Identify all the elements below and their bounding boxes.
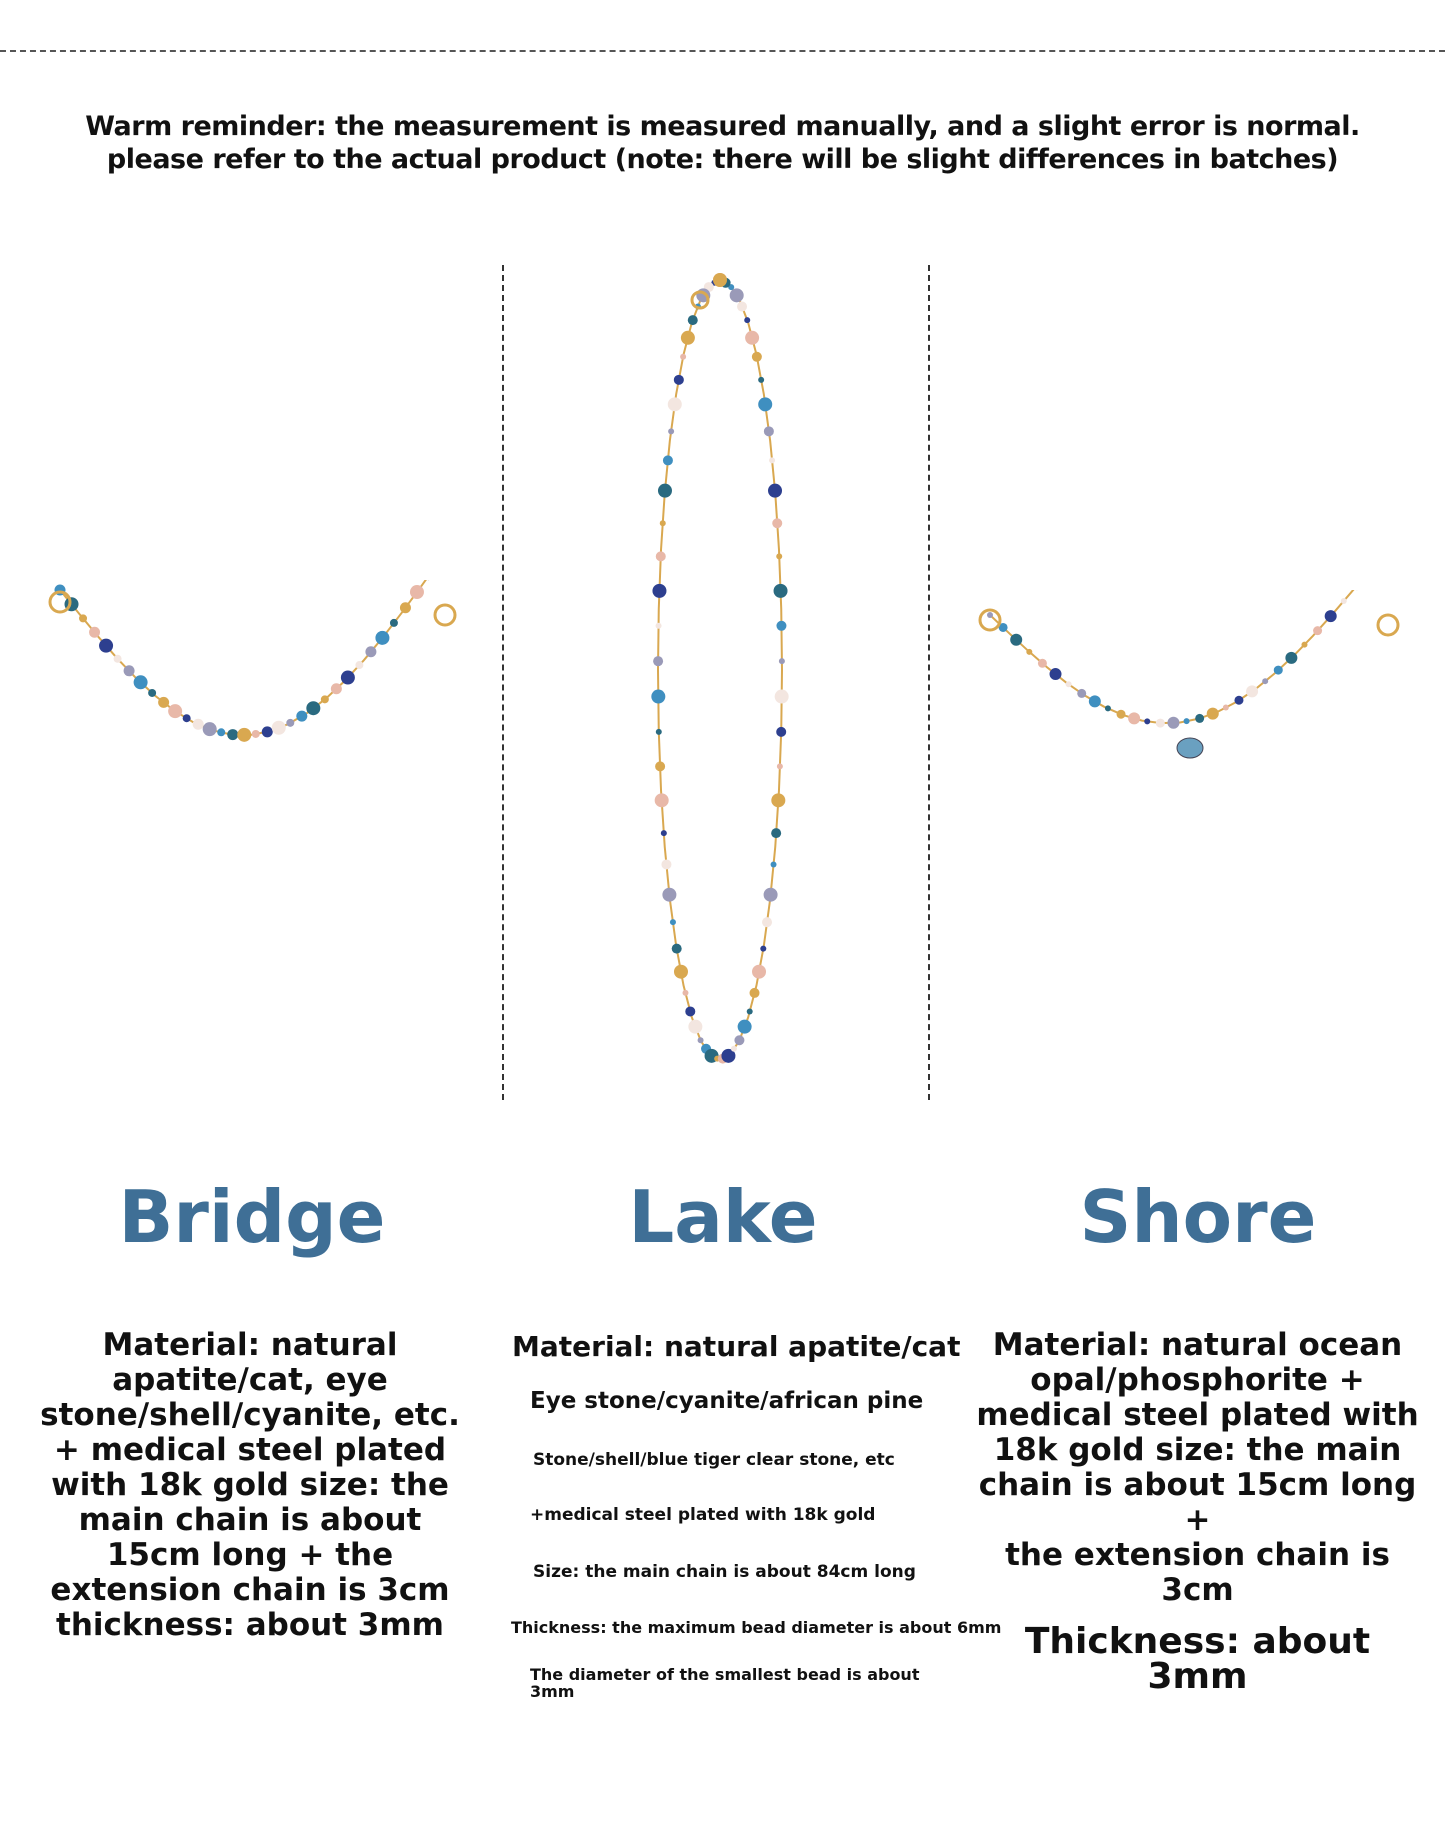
desc-line: with 18k gold size: the [51, 1467, 449, 1503]
bead [1195, 714, 1204, 723]
desc-line: medical steel plated with [976, 1397, 1419, 1433]
bead [653, 656, 663, 666]
bead [1077, 689, 1086, 698]
column-divider-left [502, 265, 504, 1100]
bead [124, 665, 135, 676]
bead [390, 619, 398, 627]
desc-line: stone/shell/cyanite, etc. [40, 1397, 460, 1433]
bead [670, 919, 676, 925]
clasp-ring-icon [435, 605, 455, 625]
bead [776, 553, 782, 559]
bead [774, 584, 788, 598]
bead [769, 457, 775, 463]
bead [674, 375, 684, 385]
desc-line: +medical steel plated with 18k gold [530, 1505, 876, 1525]
bead [688, 315, 698, 325]
bead [1341, 598, 1347, 604]
product-title-shore: Shore [1079, 1175, 1317, 1259]
chain [658, 280, 782, 1060]
column-divider-right [928, 265, 930, 1100]
shore-description [975, 1327, 1420, 1697]
bead [752, 965, 766, 979]
bead [747, 1008, 753, 1014]
bead [760, 946, 766, 952]
bead [681, 331, 695, 345]
bead [660, 520, 666, 526]
bead [252, 730, 260, 738]
desc-line: main chain is about [78, 1502, 422, 1538]
bead [1038, 659, 1047, 668]
bead [750, 988, 760, 998]
bead [652, 584, 666, 598]
shore-bracelet-image [975, 590, 1415, 780]
bead [752, 352, 762, 362]
desc-line: 3mm [530, 1682, 575, 1701]
bead [400, 602, 411, 613]
reminder-line-1: Warm reminder: the measurement is measured manually, and a slight error is normal. [85, 111, 1360, 142]
bead [663, 455, 673, 465]
bead [217, 728, 225, 736]
bead [758, 397, 772, 411]
bead [668, 397, 682, 411]
opal-pendant [1177, 738, 1203, 758]
desc-line: the extension chain is 3cm [1005, 1537, 1390, 1608]
bead [89, 627, 100, 638]
bead [745, 331, 759, 345]
desc-line: apatite/cat, eye [112, 1362, 388, 1398]
bead [1050, 668, 1062, 680]
desc-line: Material: natural apatite/cat [512, 1330, 961, 1363]
bead [768, 484, 782, 498]
bead [656, 623, 662, 629]
bead [1207, 708, 1219, 720]
bridge-description [30, 1328, 470, 1643]
bead [1184, 718, 1190, 724]
bead [672, 944, 682, 954]
bead [355, 661, 363, 669]
bead [655, 793, 669, 807]
bead [656, 729, 662, 735]
clasp-ring-icon [1378, 615, 1398, 635]
bead [1144, 718, 1150, 724]
bead [987, 612, 993, 618]
bead [321, 695, 329, 703]
desc-line: + medical steel plated [53, 1432, 447, 1468]
product-title-lake: Lake [628, 1175, 818, 1259]
bead [1246, 685, 1258, 697]
bead [771, 793, 785, 807]
bead [134, 675, 148, 689]
bead [777, 763, 783, 769]
bead [237, 728, 251, 742]
bead [1128, 712, 1140, 724]
bead [674, 965, 688, 979]
desc-line: chain is about 15cm long + [978, 1467, 1417, 1538]
bead [410, 585, 424, 599]
bead [1167, 717, 1179, 729]
bead [688, 1020, 702, 1034]
bead [771, 828, 781, 838]
product-title-bridge: Bridge [118, 1175, 386, 1259]
chain [990, 590, 1370, 723]
bead [668, 428, 674, 434]
bead [262, 726, 273, 737]
bead [764, 888, 778, 902]
bead [682, 990, 688, 996]
bead [1117, 710, 1126, 719]
bead [655, 761, 665, 771]
bead [1285, 652, 1297, 664]
bead [331, 683, 342, 694]
desc-line: The diameter of the smallest bead is about [530, 1665, 920, 1684]
desc-line: Size: the main chain is about 84cm long [533, 1562, 916, 1582]
desc-line: opal/phosphorite + [1030, 1362, 1365, 1398]
desc-line: 15cm long + the [106, 1537, 394, 1573]
bead [203, 722, 217, 736]
bead [680, 354, 686, 360]
bead [738, 1020, 752, 1034]
bead [776, 727, 786, 737]
desc-line: 18k gold size: the main [993, 1432, 1402, 1468]
desc-line: Stone/shell/blue tiger clear stone, etc [533, 1450, 895, 1470]
bead [365, 646, 376, 657]
bead [698, 1037, 704, 1043]
bead [731, 1046, 737, 1052]
reminder-line-2: please refer to the actual product (note: there will be slight differences in batches) [106, 144, 1339, 175]
bead [1313, 626, 1322, 635]
bead [764, 426, 774, 436]
bead [183, 714, 191, 722]
bead [1301, 642, 1307, 648]
bead [1010, 634, 1022, 646]
bead [685, 1006, 695, 1016]
bead [193, 719, 204, 730]
bead [114, 655, 122, 663]
desc-line: extension chain is 3cm [50, 1572, 450, 1608]
bead [158, 697, 169, 708]
bead [1262, 678, 1268, 684]
desc-line: Thickness: the maximum bead diameter is about 6mm [511, 1618, 1002, 1637]
bead [779, 658, 785, 664]
bead [341, 671, 355, 685]
bead [758, 377, 764, 383]
warm-reminder [0, 110, 1445, 176]
bead [658, 484, 672, 498]
bead [737, 302, 747, 312]
bead [1156, 719, 1165, 728]
bead [1274, 666, 1283, 675]
bead [656, 551, 666, 561]
bead [651, 690, 665, 704]
bead [306, 701, 320, 715]
bead [375, 631, 389, 645]
bead [227, 729, 238, 740]
bead [1026, 649, 1032, 655]
bead [1223, 704, 1229, 710]
bead [730, 288, 744, 302]
bead [1325, 610, 1337, 622]
bead [662, 888, 676, 902]
desc-line: Material: natural ocean [992, 1327, 1403, 1363]
bead [762, 917, 772, 927]
bead [1105, 705, 1111, 711]
bead [272, 721, 286, 735]
bead [772, 518, 782, 528]
bead [286, 719, 294, 727]
bead [79, 614, 87, 622]
desc-line: thickness: about 3mm [56, 1607, 444, 1643]
bead [168, 704, 182, 718]
desc-line: Eye stone/cyanite/african pine [530, 1388, 924, 1414]
bead [776, 621, 786, 631]
bead [1066, 681, 1072, 687]
bead [1089, 695, 1101, 707]
bead [296, 711, 307, 722]
desc-line: Material: natural [102, 1327, 398, 1363]
bead [775, 690, 789, 704]
bead [99, 639, 113, 653]
bead [148, 689, 156, 697]
bead [734, 1035, 744, 1045]
bead [771, 861, 777, 867]
bead [744, 317, 750, 323]
bead [661, 830, 667, 836]
lake-necklace-image [620, 270, 820, 1090]
bead [661, 859, 671, 869]
bead [1234, 696, 1243, 705]
top-divider [0, 50, 1445, 52]
bridge-bracelet-image [40, 580, 480, 780]
desc-line: Thickness: about 3mm [1024, 1621, 1371, 1697]
bead [713, 273, 727, 287]
